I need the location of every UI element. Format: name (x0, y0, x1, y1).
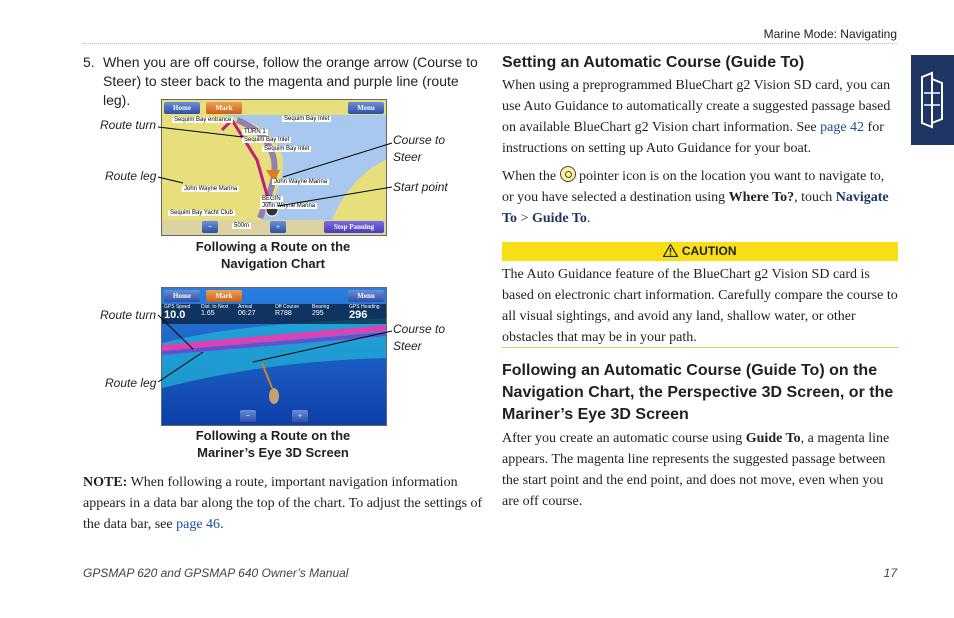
callout-course-to-steer (393, 321, 445, 355)
para-text: When using a preprogrammed BlueChart g2 Vision SD card, you can use Auto Guidance to automatically create a suggested passage based on available BlueChart g2 Vision chart information. See (502, 78, 891, 135)
map-label: Sequim Bay Inlet (244, 137, 290, 143)
caution-divider (502, 347, 898, 348)
callout-route-turn: Route turn (100, 118, 157, 132)
menu-button[interactable]: Menu (348, 102, 384, 114)
caution-label: CAUTION (681, 244, 737, 258)
data-field-label: Bearing (312, 304, 330, 310)
data-field-label: Arrival (238, 304, 253, 310)
caption-line: Following a Route on the (195, 239, 351, 254)
note-label: NOTE: (83, 475, 128, 490)
menu-button[interactable]: Menu (348, 290, 384, 302)
callout-course-to-steer (393, 132, 445, 166)
map-label: Sequim Bay Inlet (264, 146, 310, 152)
note-text: When following a route, important navigation information appears in a data bar along the top of the chart. To adjust the settings of the data bar, see (83, 475, 483, 532)
caption-line: Mariner’s Eye 3D Screen (197, 445, 349, 460)
paragraph-guide-to-steps (502, 166, 898, 229)
para-text: , touch (794, 190, 836, 205)
note-paragraph (83, 472, 483, 535)
section-tab (911, 55, 954, 145)
stop-panning-button[interactable]: Stop Panning (324, 221, 384, 233)
map-label: John Wayne Marina (262, 203, 316, 209)
boat-icon (918, 69, 946, 131)
para-text: After you create an automatic course using (502, 431, 746, 446)
data-field-value: 06:27 (238, 310, 256, 317)
pointer-icon (560, 166, 576, 182)
map-label: Sequim Bay Yacht Club (170, 210, 233, 216)
para-text: When the (502, 169, 560, 184)
paragraph-magenta-line (502, 428, 898, 512)
map-label: John Wayne Marina (274, 179, 328, 185)
caution-banner (502, 242, 898, 261)
page-42-link[interactable]: page 42 (820, 120, 865, 135)
data-field-label: Off Course (275, 304, 300, 310)
navigate-to-label: Navigate To (502, 190, 889, 226)
data-field-label: Dist. to Next (201, 304, 229, 310)
warning-icon (663, 244, 678, 263)
data-field-value: R788 (275, 310, 292, 317)
heading-following-automatic-course: Following an Automatic Course (Guide To) on the Navigation Chart, the Perspective 3D Screen, or the Mariner’s Eye 3D Screen (502, 362, 894, 423)
data-field-value: 295 (312, 310, 324, 317)
header-section-title: Marine Mode: Navigating (763, 27, 897, 41)
page-46-link[interactable]: page 46 (176, 517, 221, 532)
step-text: When you are off course, follow the orange arrow (Course to Steer) to steer back to the magenta and purple line (route leg). (103, 54, 478, 108)
zoom-out-button[interactable]: − (202, 221, 218, 233)
footer-page-number: 17 (883, 566, 897, 580)
callout-start-point: Start point (393, 180, 448, 194)
footer-manual-title: GPSMAP 620 and GPSMAP 640 Owner’s Manual (83, 566, 349, 580)
map-label: TURN 1 (244, 129, 266, 135)
para-text: for instructions on setting up Auto Guidance for your boat. (502, 120, 884, 156)
figure2-caption (161, 427, 385, 461)
data-field-label: GPS Speed (164, 304, 191, 310)
callout-line: Course to (393, 133, 446, 147)
figure1-caption (161, 238, 385, 272)
caption-line: Following a Route on the (195, 428, 351, 443)
data-field-value: 10.0 (164, 309, 186, 321)
home-button[interactable]: Home (164, 290, 200, 302)
map-label: BEGIN (262, 196, 281, 202)
heading-setting-automatic-course: Setting an Automatic Course (Guide To) (502, 54, 805, 71)
data-field-value: 1.65 (201, 310, 215, 317)
map-label: Sequim Bay entrance (174, 117, 232, 123)
para-text: > (517, 211, 532, 226)
guide-to-label: Guide To (531, 211, 587, 226)
callout-line: Course to (393, 322, 446, 336)
para-text: . (586, 211, 591, 226)
note-end: . (220, 517, 224, 532)
callout-route-leg: Route leg (105, 376, 157, 390)
data-field-value: 296 (349, 309, 368, 321)
step-number: 5. (83, 54, 95, 70)
para-text: , a magenta line appears. The magenta line represents the suggested passage between the start point and the end point, and does not move, even when you are off course. (502, 431, 890, 509)
home-button[interactable]: Home (164, 102, 200, 114)
callout-route-leg: Route leg (105, 169, 157, 183)
mark-button[interactable]: Mark (206, 290, 242, 302)
callout-route-turn: Route turn (100, 308, 157, 322)
caution-text: The Auto Guidance feature of the BlueChart g2 Vision SD card is based on electronic chart information. Carefully compare the course to all visual sightings, and avoid any land, shallow water, or other obstacles that may be in your path. (502, 267, 898, 345)
callout-line: Steer (393, 150, 422, 164)
where-to-label: Where To? (728, 190, 795, 205)
para-text: pointer icon is on the location you want to navigate to, or you have selected a destination using (502, 169, 885, 205)
caption-line: Navigation Chart (220, 256, 325, 271)
callout-line: Steer (393, 339, 422, 353)
guide-to-label: Guide To (745, 431, 801, 446)
map-label: Sequim Bay Inlet (284, 116, 330, 122)
map-label: John Wayne Marina (184, 186, 238, 192)
zoom-out-button[interactable]: − (240, 410, 256, 422)
map-scale: 500m (234, 223, 250, 229)
mark-button[interactable]: Mark (206, 102, 242, 114)
data-field-label: GPS Heading (349, 304, 380, 310)
zoom-in-button[interactable]: + (270, 221, 286, 233)
zoom-in-button[interactable]: + (292, 410, 308, 422)
paragraph-auto-guidance (502, 75, 898, 159)
header-divider (83, 43, 897, 44)
